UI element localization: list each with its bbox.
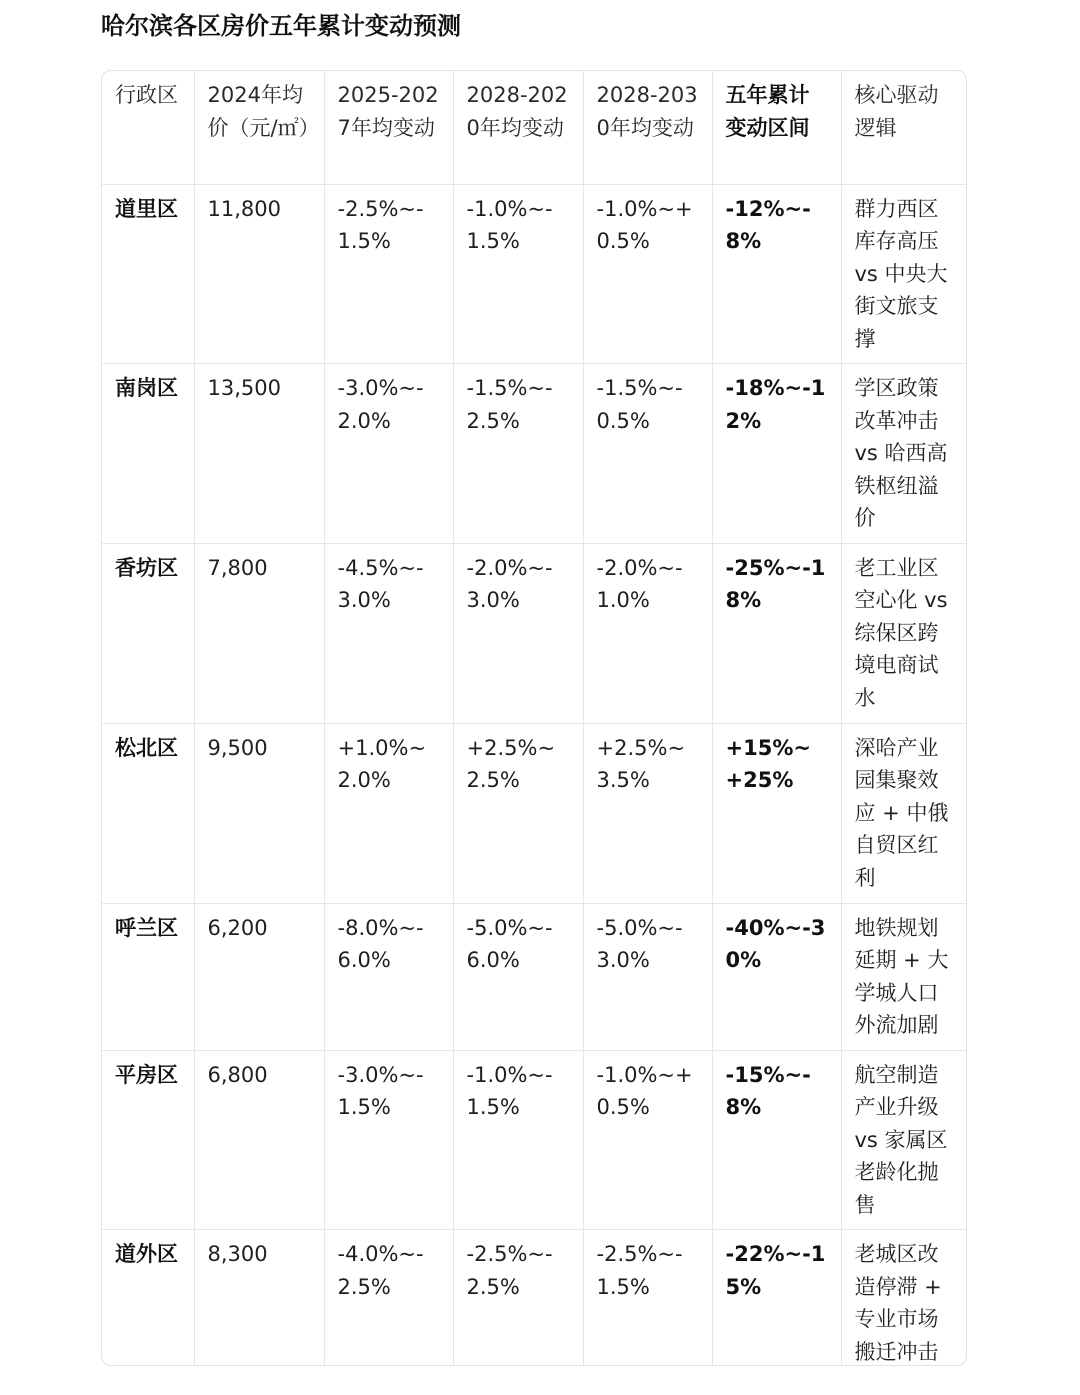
table-row — [102, 184, 967, 364]
cell-cumulative: -25%~-18% — [712, 543, 841, 723]
cell-change-2028-2030: -1.5%~-0.5% — [583, 364, 712, 544]
cell-cumulative: -12%~-8% — [712, 184, 841, 364]
cell-price: 7,800 — [194, 543, 324, 723]
cell-change-2025-2027: +1.0%~2.0% — [324, 723, 453, 903]
cell-change-2028-2030: -2.0%~-1.0% — [583, 543, 712, 723]
cell-change-2028-2020: +2.5%~2.5% — [453, 723, 583, 903]
cell-district: 南岗区 — [102, 364, 194, 544]
cell-district: 松北区 — [102, 723, 194, 903]
cell-change-2028-2020: -1.0%~-1.5% — [453, 184, 583, 364]
header-change-2025-2027: 2025-2027年均变动 — [324, 71, 453, 184]
header-district: 行政区 — [102, 71, 194, 184]
cell-change-2028-2030: -1.0%~+0.5% — [583, 1050, 712, 1230]
cell-cumulative: -40%~-30% — [712, 903, 841, 1050]
cell-cumulative: -18%~-12% — [712, 364, 841, 544]
cell-district: 平房区 — [102, 1050, 194, 1230]
cell-change-2028-2030: -1.0%~+0.5% — [583, 184, 712, 364]
cell-price: 6,200 — [194, 903, 324, 1050]
cell-logic: 老城区改造停滞 + 专业市场搬迁冲击 — [854, 1242, 942, 1364]
table-row — [102, 723, 967, 903]
header-logic: 核心驱动逻辑 — [841, 71, 967, 184]
table-row — [102, 543, 967, 723]
cell-district: 呼兰区 — [102, 903, 194, 1050]
cell-cumulative: +15%~+25% — [712, 723, 841, 903]
header-change-2028-2020: 2028-2020年均变动 — [453, 71, 583, 184]
cell-change-2028-2020: -2.0%~-3.0% — [453, 543, 583, 723]
forecast-table — [102, 71, 967, 1366]
table-row — [102, 1230, 967, 1367]
cell-cumulative: -15%~-8% — [712, 1050, 841, 1230]
cell-district: 香坊区 — [102, 543, 194, 723]
cell-change-2028-2030: -2.5%~-1.5% — [583, 1230, 712, 1367]
header-price-2024: 2024年均价（元/㎡） — [194, 71, 324, 184]
cell-cumulative: -22%~-15% — [712, 1230, 841, 1367]
cell-change-2025-2027: -3.0%~-2.0% — [324, 364, 453, 544]
cell-change-2025-2027: -2.5%~-1.5% — [324, 184, 453, 364]
cell-logic: 群力西区库存高压 vs 中央大街文旅支撑 — [841, 184, 967, 364]
header-cumulative: 五年累计变动区间 — [712, 71, 841, 184]
cell-change-2028-2030: -5.0%~-3.0% — [583, 903, 712, 1050]
forecast-table-container — [101, 70, 967, 1366]
cell-price: 13,500 — [194, 364, 324, 544]
cell-district: 道里区 — [102, 184, 194, 364]
cell-change-2025-2027: -4.5%~-3.0% — [324, 543, 453, 723]
cell-change-2028-2020: -2.5%~-2.5% — [453, 1230, 583, 1367]
cell-change-2028-2020: -5.0%~-6.0% — [453, 903, 583, 1050]
cell-price: 9,500 — [194, 723, 324, 903]
table-row — [102, 1050, 967, 1230]
cell-change-2028-2020: -1.5%~-2.5% — [453, 364, 583, 544]
cell-change-2028-2030: +2.5%~3.5% — [583, 723, 712, 903]
cell-logic: 深哈产业园集聚效应 + 中俄自贸区红利 — [841, 723, 967, 903]
cell-logic: 老工业区空心化 vs 综保区跨境电商试水 — [841, 543, 967, 723]
table-row — [102, 903, 967, 1050]
cell-change-2025-2027: -3.0%~-1.5% — [324, 1050, 453, 1230]
cell-price: 8,300 — [194, 1230, 324, 1367]
cell-price: 11,800 — [194, 184, 324, 364]
cell-district: 道外区 — [102, 1230, 194, 1367]
table-header-row — [102, 71, 967, 184]
table-row — [102, 364, 967, 544]
page-title: 哈尔滨各区房价五年累计变动预测 — [101, 12, 461, 40]
cell-logic: 航空制造产业升级 vs 家属区老龄化抛售 — [841, 1050, 967, 1230]
cell-price: 6,800 — [194, 1050, 324, 1230]
cell-change-2025-2027: -8.0%~-6.0% — [324, 903, 453, 1050]
cell-logic: 学区政策改革冲击 vs 哈西高铁枢纽溢价 — [841, 364, 967, 544]
cell-change-2025-2027: -4.0%~-2.5% — [324, 1230, 453, 1367]
cell-change-2028-2020: -1.0%~-1.5% — [453, 1050, 583, 1230]
cell-logic: 地铁规划延期 + 大学城人口外流加剧 — [841, 903, 967, 1050]
header-change-2028-2030: 2028-2030年均变动 — [583, 71, 712, 184]
